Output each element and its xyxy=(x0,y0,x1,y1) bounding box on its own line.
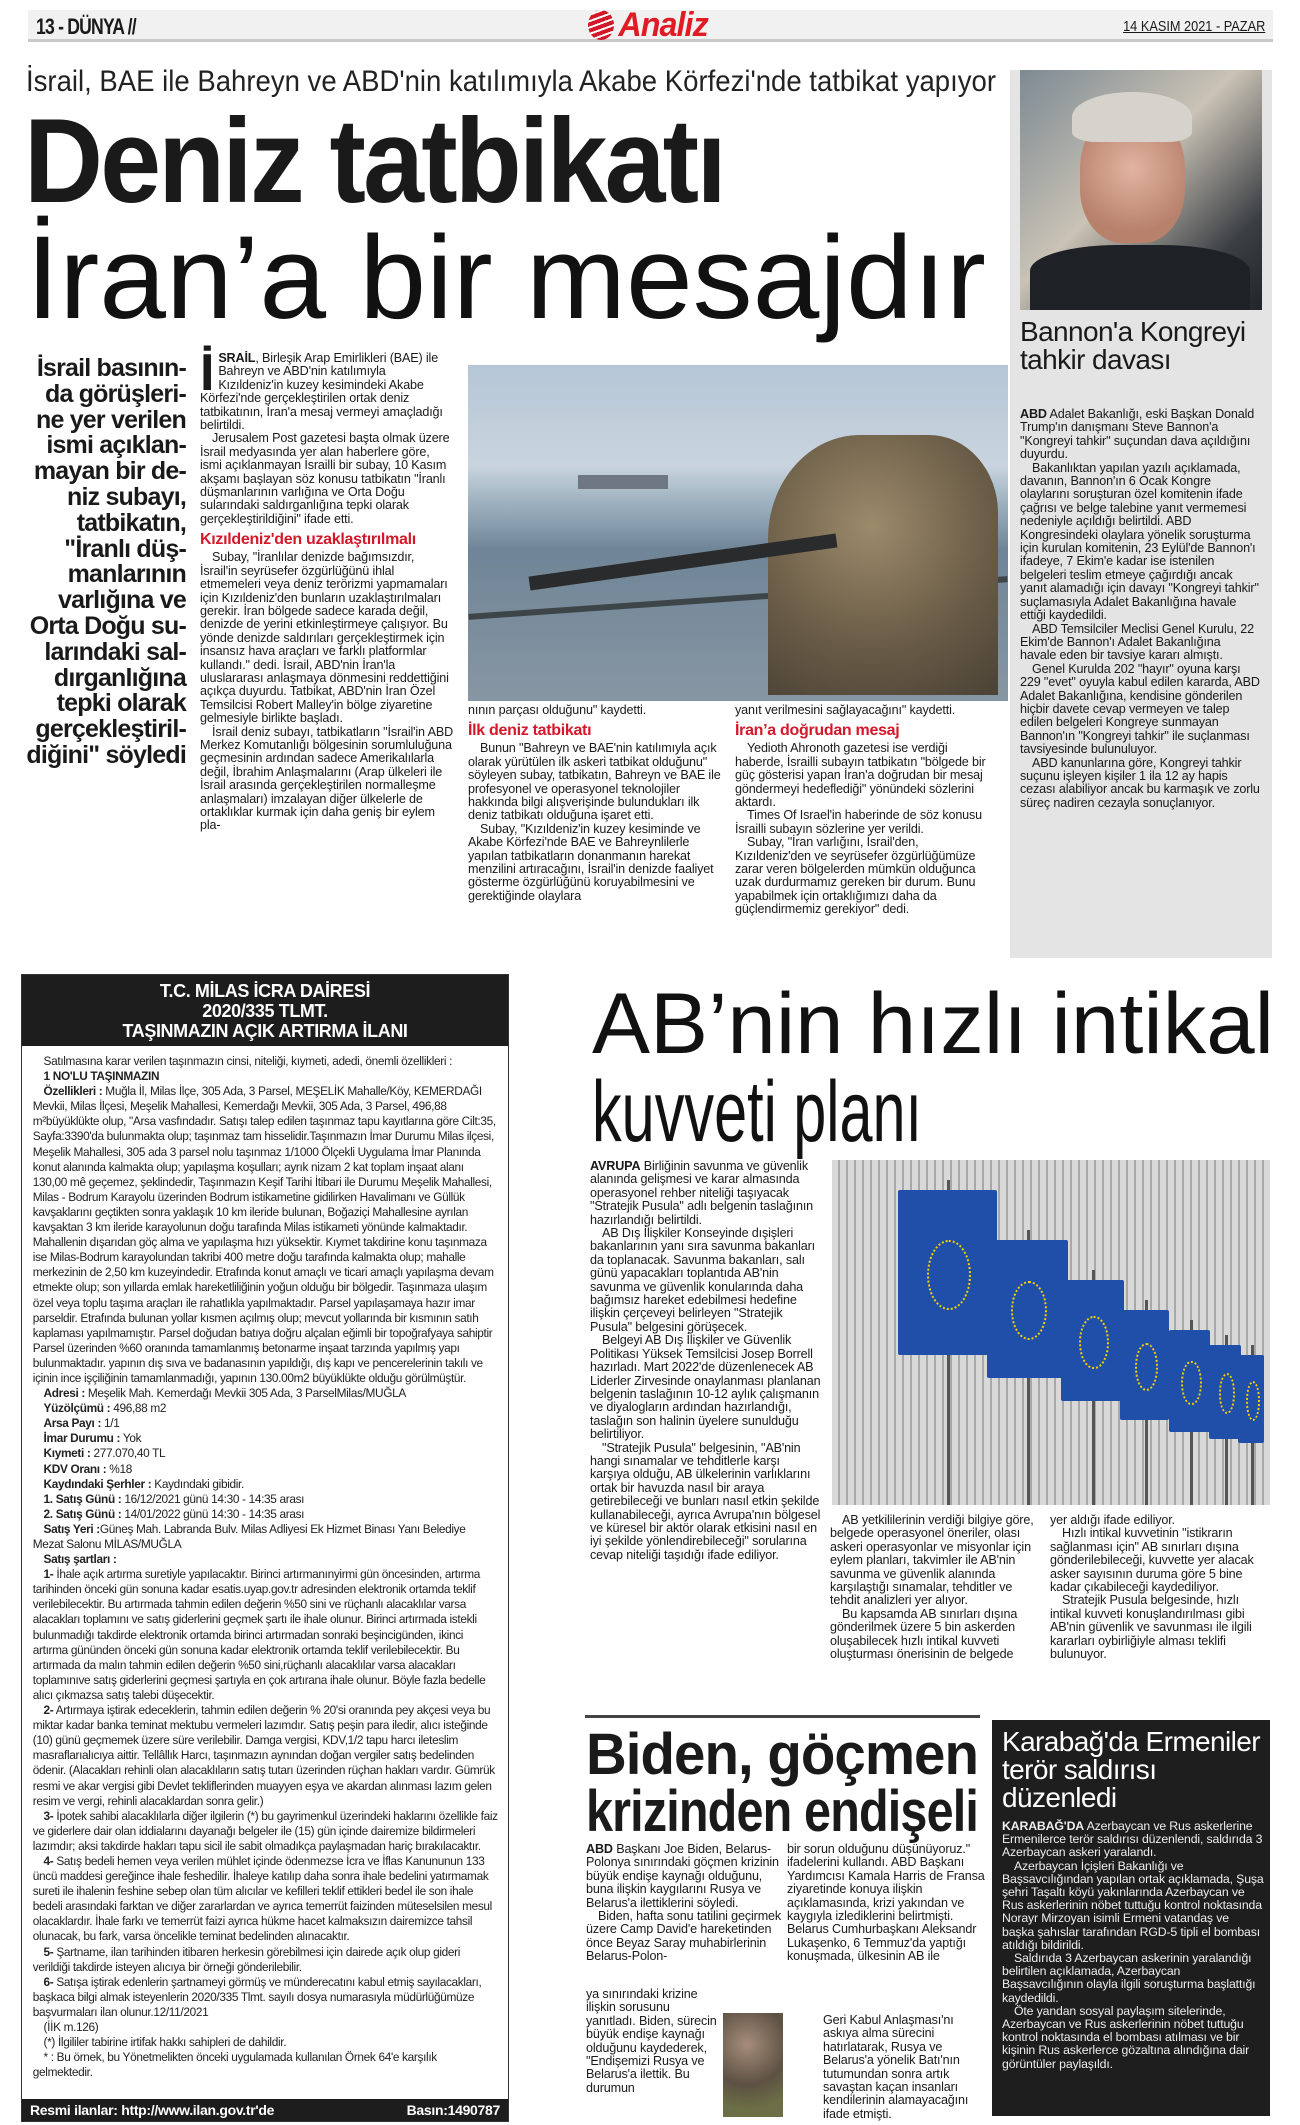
condition-text: Artırmaya iştirak edeceklerin, tahmin edilen değerin % 20'si oranında pey akçesi veya bu miktar kadar banka teminat mektubu vermeleri lazımdır. Satış peşin para iledir, alıcı isteğinde (10) günü geçmemek üzere süre verilebilir. Damga vergisi, KDV,1/2 tapu harcı ileteslim masraflarıalıcıya aittir. Tellâllık Harcı, taşınmazın aynından doğan vergiler satış bedelinden ödenir. (Alacakları rehinli olan alacaklıların satış tutarı üzerinden rüçhan hakları vardır. Gümrük resmi ve akar vergisi gibi Devlet tekliflerinden muayyen eşya ve akardan alınması lazım gelen resim ve vergi, rehinli alacaklardan sonra gelir.) xyxy=(32,1703,495,1808)
subheading: Kızıldeniz'den uzaklaştırılmalı xyxy=(200,531,416,549)
notice-features: Özellikleri : Muğla İl, Milas İlçe, 305 Ada, 3 Parsel, MEŞELİK Mahalle/Köy, KEMERDAĞI Mevkii, Milas İlçesi, Meşelik Mahallesi, Kemerdağı Mevkii, 305 Ada, 3 Parsel, 496,88 m²büyüklükte olup, "Arsa vasfındadır. Satışı talep edilen taşınmaz tapu kayıtlarına göre Cilt:35, Sayfa:3390'da bulunmakta olup; taşınmaz tam hisselidir.Taşınmazın İmar Durumu Milas ilçesi, Meşelik Mahallesi, 305 ada 3 parsel nolu taşınmaz 1/1000 Ölçekli Uygulama İmar Planında konut alanında kalmakta olup; yapılaşma koşulları; ayrık nizam 2 kat toplam inşaat alanı 130,00 mê geçemez, şeklindedir, Taşınmazın Keşif Tarihi İtibari ile Durumu Meşelik Mahallesi, Milas - Bodrum Karayolu üzerinden Bodrum istikametine gidilirken Havalimanı ve Güllük kavşaklarını geçtikten sonra yaklaşık 10 km ileride bulunan, Boğaziçi Mahallesine ayrılan kavşaktan 3 km ileride karayolunun doğu tarafında Milas istikameti yönünde kalmaktadır. Mahallenin dışarıdan göç alma ve yapılaşma hızı yüksektir. Kıymet takdirine konu taşınmaza ise Milas-Bodrum karayolundan takribi 400 metre doğu tarafında kalmakta olup; mahalle merkezinin de 2,50 km kuzeyindedir. Etrafında konut amaçlı ve ticari amaçlı yapılaşma devam etmekte olup; son yıllarda emlak hareketliliğinin yoğun olduğu bir bölgedir. Taşınmaza ulaşım özel veya toplu taşıma araçları ile rahatlıkla yapılmaktadır. Parsel yapılaşamaya hazır imar parseldir. Etrafında bulunan yollar kısmen açılmış olup; mevcut yollarında bir kısmının satıh kaplaması yapılmamıştır. Parsel doğudan batıya doğru alçalan eğimli bir topoğrafyaya sahiptir Parsel üzerinden %60 oranında tamamlanmış betonarme inşaat tarzında yapılmış yapı bulunmaktadır. yapının dış sıva ve badanasının yapıldığı, dış kapı ve pencerelerinin takılı ve içinin ince işçiliğinin tamamlanmadığı, yapının 130.00m2 büyüklükte olduğu görülmüştür. xyxy=(32,1084,496,1385)
ab-headline-line1: AB’nin hızlı intikal xyxy=(592,976,1274,1072)
biden-column-1-lower xyxy=(586,1988,718,2095)
notice-body xyxy=(22,1046,508,2080)
condition-text: Şartname, ilan tarihinden itibaren herkesin görebilmesi için dairede açık olup gideri verildiği takdirde isteyen alıcıya bir örneği gönderilebilir. xyxy=(32,1944,461,1974)
notice-field xyxy=(33,1462,498,1477)
notice-footnotes xyxy=(33,2020,498,2080)
paragraph: Subay, "İranlılar denizde bağımsızdır, İsrail'in seyrüsefer özgürlüğünü ihlal etmemeleri veya deniz terörizmi yapmamaları için Kızıldeniz'den bunların uzaklaştırılmaları gerekir. İran bölgede sadece karada değil, denizde de yerini etkinleştirmeye çalışıyor. Bu yönde denizde saldırıları gerçekleştirmek için insansız hava araçları ve farklı platformlar kullandı." dedi. İsrail, ABD'nin İran'la uluslararası anlaşmaya dönmesini reddettiğini açıkça duyurdu. Tatbikat, ABD'nin İran Özel Temsilcisi Robert Malley'in bölge ziyaretine gelmesiyle birlikte başladı. xyxy=(200,550,449,726)
notice-field xyxy=(33,1522,498,1552)
notice-footnote: (*) İlgililer tabirine irtifak hakkı sahipleri de dahildir. xyxy=(43,2035,287,2050)
paragraph: ABD Başkanı Joe Biden, Belarus-Polonya sınırındaki göçmen krizinin büyük endişe kaynağı olduğunu, buna ilişkin kaygılarını Rusya ve Belarus'a ilettiklerini söyledi. xyxy=(586,1842,779,1910)
condition-text: Satış bedeli hemen veya verilen mühlet içinde ödenmezse İcra ve İflas Kanununun 133 üncü maddesi gereğince ihale feshedilir. İhaleye katılıp daha sonra ihale bedelini yatırmamak sureti ile ihalenin feshine sebep olan tüm alıcılar ve kefilleri teklif ettikleri bedel ile son ihale bedeli arasındaki farktan ve diğer zararlardan ve ayrıca temerrüt faizinden müteselsilen mesul olacaklardır. İhale farkı ve temerrüt faizi ayrıca hükme hacet kalmaksızın dairemizce tahsil olunacak, bu fark, varsa öncelikle teminat bedelinden alınacaktır. xyxy=(32,1853,492,1944)
main-story-column-2 xyxy=(468,704,723,903)
lead-word: ABD xyxy=(586,1842,613,1856)
paragraph: Jerusalem Post gazetesi başta olmak üzere İsrail medyasında yer alan haberlere göre, ismi açıklanmayan İsrailli bir subay, 10 Kasım akşamı başlayan söz konusu tatbikatın "İranlı düşmanlarının varlığına ve Orta Doğu sularındaki saldırganlığına tepki olarak gerçekleştirildiğini" ifade etti. xyxy=(200,431,450,526)
bannon-headline: Bannon'a Kongreyi tahkir davası xyxy=(1020,316,1246,375)
drop-cap: İ xyxy=(200,344,215,402)
paragraph: Öte yandan sosyal paylaşım sitelerinde, Azerbaycan ve Rus askerlerinin nöbet tuttuğu kontrol noktasında el bombası atılması ve bir kişinin Rus askerlerce gözaltına alındığına dair görüntüler paylaşıldı. xyxy=(1002,2003,1250,2071)
pullquote-line: İsrail basının- xyxy=(36,354,186,382)
main-headline-line1: Deniz tatbikatı xyxy=(24,94,724,228)
field-value: %18 xyxy=(106,1461,132,1476)
pullquote-line: Orta Doğu su- xyxy=(29,611,186,640)
notice-condition xyxy=(33,1703,498,1809)
condition-number: 1- xyxy=(43,1567,54,1582)
official-notices-link[interactable]: Resmi ilanlar: http://www.ilan.gov.tr'de xyxy=(30,2102,275,2118)
paragraph: KARABAĞ'DA Azerbaycan ve Rus askerlerine Ermenilerce terör saldırısı düzenlendi, saldırıda 3 Azerbaycan askeri yaralandı. xyxy=(1002,1819,1263,1860)
newspaper-logo xyxy=(588,6,710,44)
bannon-body xyxy=(1020,408,1260,810)
main-story-column-1 xyxy=(200,344,454,833)
notice-field xyxy=(33,1386,498,1401)
notice-footnote: * : Bu örnek, bu Yönetmelikten önceki uygulamada kullanılan Örnek 64'e karşılık gelmektedir. xyxy=(32,2050,437,2080)
issue-date: 14 KASIM 2021 - PAZAR xyxy=(1122,18,1265,35)
notice-condition xyxy=(33,1854,498,1945)
paragraph: nının parçası olduğunu" kaydetti. xyxy=(468,703,647,717)
paragraph: Biden, hafta sonu tatilini geçirmek üzere Camp David'e hareketinden önce Beyaz Saray muhabirlerinin Belarus-Polon- xyxy=(586,1909,782,1964)
field-label: Satış Yeri : xyxy=(43,1521,100,1536)
field-value: 277.070,40 TL xyxy=(90,1446,166,1461)
notice-property-heading: 1 NO'LU TAŞINMAZIN xyxy=(43,1069,160,1084)
biden-column-2-lower xyxy=(823,2014,985,2121)
lead-word: AVRUPA xyxy=(590,1159,641,1173)
eu-flag-icon xyxy=(1209,1345,1241,1439)
paragraph: Subay, "İran varlığını, İsrail'den, Kızıldeniz'den ve seyrüsefer özgürlüğümüze zarar veren bölgelerden mümkün olduğunca uzak durdurmamız gereken bir durum. Bunu yapabilmek için ortaklığımızı daha da güçlendirmemiz gerekiyor" dedi. xyxy=(735,835,976,917)
pullquote-line: tepki olarak xyxy=(56,689,186,718)
pullquote-line: da görüşleri- xyxy=(44,379,186,408)
ab-headline-line2: kuvveti planı xyxy=(592,1064,922,1160)
paragraph: İsrail deniz subayı, tatbikatların "İsrail'in ABD Merkez Komutanlığı bölgesinin sorumluluğuna geçmesinin ardından sadece Amerikalılarla değil, İbrahim Anlaşmalarını (Arap ülkeleri ile İsrail arasında gerçekleştirilen normalleşme anlaşmaları) imzalayan diğer ülkelerle de ortaklıklar kurmak için daha geniş bir eylem pla- xyxy=(200,724,454,833)
notice-title-line: 2020/335 TLMT. xyxy=(202,1001,328,1021)
field-value: Meşelik Mah. Kemerdağı Mevkii 305 Ada, 3 ParselMilas/MUĞLA xyxy=(84,1386,406,1401)
notice-field xyxy=(33,1401,498,1416)
eu-flag-icon xyxy=(1061,1280,1124,1401)
condition-text: Satışa iştirak edenlerin şartnameyi görmüş ve münderecatını kabul etmiş sayılacakları, başkaca bilgi almak isteyenlerin 2020/335 Tlmt. sayılı dosya numarasıyla müdürlüğümüze başvurmaları ilan olunur.12/11/2021 xyxy=(32,1974,482,2019)
paragraph: bir sorun olduğunu düşünüyoruz." ifadelerini kullandı. ABD Başkanı Yardımcısı Kamala Harris de Fransa ziyaretinde konuya ilişkin açıklamasında, krizi yakından ve kaygıyla izlediklerini belirtmişti. Belarus Cumhurbaşkanı Aleksandr Lukaşenko, 6 Temmuz'da yaptığı konuşmada, ülkesinin AB ile xyxy=(787,1842,985,1964)
notice-intro: Satılmasına karar verilen taşınmazın cinsi, niteliği, kıymeti, adedi, önemli özellikleri : xyxy=(43,1054,453,1068)
notice-title-line: T.C. MİLAS İCRA DAİRESİ xyxy=(159,981,371,1001)
paragraph: yanıt verilmesini sağlayacağını" kaydetti. xyxy=(735,703,956,717)
karabag-story-panel xyxy=(992,1720,1270,2116)
paragraph: Bunun "Bahreyn ve BAE'nin katılımıyla açık olarak yürütülen ilk askeri tatbikat olduğunu" söyleyen subay, tatbikatın, Bahreyn ve BAE ile profesyonel ve operasyonel teknolojiler hakkında bilgi alışverişinde bulundukları ilk deniz tatbikatı olduğuna işaret etti. xyxy=(468,741,721,823)
main-story-column-3 xyxy=(735,704,993,917)
paragraph: yer aldığı ifade ediliyor. xyxy=(1050,1513,1175,1527)
pullquote-line: ne yer verilen xyxy=(35,405,186,434)
eu-flag-icon xyxy=(898,1190,997,1355)
pullquote-line: varlığına ve xyxy=(58,586,186,615)
page-header xyxy=(28,5,1273,44)
pullquote-line: mayan bir de- xyxy=(33,457,186,486)
paragraph: ya sınırındaki krizine ilişkin sorusunu yanıtladı. Biden, sürecin büyük endişe kaynağı olduğunu kaydederek, "Endişemizi Rusya ve Belarus'a ilettik. Bu durumun xyxy=(586,1987,717,2095)
biden-column-1 xyxy=(586,1843,784,1964)
pullquote-line: gerçekleştiril- xyxy=(35,715,186,744)
paragraph: Yedioth Ahronoth gazetesi ise verdiği haberde, İsrailli subayın tatbikatın "bölgede bir güç gösterisi yapan İran'a doğrudan bir mesaj göndermeyi hedeflediği" yönündeki sözlerini aktardı. xyxy=(735,741,986,810)
logo-swirl-icon xyxy=(588,10,614,40)
notice-title xyxy=(22,975,508,1046)
eu-flag-icon xyxy=(1120,1310,1170,1420)
paragraph: İSRAİL, Birleşik Arap Emirlikleri (BAE) ile Bahreyn ve ABD'nin katılımıyla Kızıldeniz'in kuzey kesimindeki Akabe Körfezi'nde gerçekleştirilen ortak deniz tatbikatının, İran'a mesaj vermeyi amaçladığı belirtildi. xyxy=(200,344,443,433)
ab-column-3 xyxy=(1050,1514,1272,1661)
paragraph: Bu kapsamda AB sınırları dışına gönderilmek üzere 5 bin askerden oluşabilecek hızlı intikal kuvveti oluşturması önerisinin de belgede xyxy=(830,1606,1018,1662)
condition-number: 5- xyxy=(43,1944,54,1959)
paragraph: AB Dış İlişkiler Konseyinde dışişleri bakanlarının yanı sıra savunma bakanları da toplanacak. Savunma bakanları, salı günü yapacakları toplantıda AB'nin savunma ve güvenlik konularında daha bağımsız hareket edebilmesi hedefine ilişkin çerçeveyi belirleyen "Stratejik Pusula" belgesini görüşecek. xyxy=(590,1226,816,1334)
pullquote-line: diğini" söyledi xyxy=(26,740,186,769)
notice-field xyxy=(33,1431,498,1446)
coat-shape xyxy=(1030,245,1250,310)
eu-flag-icon xyxy=(1169,1330,1210,1432)
pullquote-line: niz subayı, xyxy=(66,482,186,511)
paragraph: AB yetkililerinin verdiği bilgiye göre, belgede operasyonel öneriler, olası askeri operasyonlar ve misyonlar için eylem planları, takvimler ile AB'nin savunma ve güvenlik alanında karşılaştığı sınamalar, tehditler ve tehdit analizleri yer alıyor. xyxy=(830,1513,1034,1608)
condition-number: 2- xyxy=(43,1703,54,1718)
eu-flag-icon xyxy=(1238,1355,1263,1443)
paragraph: ABD kanunlarına göre, Kongreyi tahkir suçunu işleyen kişiler 1 ila 12 ay hapis cezası alabiliyor ancak bu karmaşık ve zorlu süreç nadiren cezayla sonuçlanıyor. xyxy=(1020,755,1260,810)
bannon-story-panel xyxy=(1010,70,1272,958)
biden-headline-line2: krizinden endişeli xyxy=(586,1779,978,1844)
paragraph: Subay, "Kızıldeniz'in kuzey kesiminde ve Akabe Körfezi'nde BAE ve Bahreynlilerle yapılan tatbikatların donanmanın harekat menzilini artıracağını, İsrail'in denizde faaliyet gösterme özgürlüğünü koruyabilmesini ve gerektiğinde olaylara xyxy=(468,821,714,903)
subheading: İran’a doğrudan mesaj xyxy=(735,722,900,740)
soldier-shape xyxy=(768,435,998,695)
section-label: 13 - DÜNYA // xyxy=(36,14,136,39)
notice-field xyxy=(33,1446,498,1461)
field-label: 1. Satış Günü : xyxy=(43,1491,122,1506)
paragraph: "Stratejik Pusula" belgesinin, "AB'nin hangi sınamalar ve tehditlerle karşı karşıya olduğu, AB ülkelerinin varlıklarını ortak bir havuzda nasıl bir araya getirebileceği ve bunları nasıl etkin şekilde kullanabileceği, ayrıca Avrupa'nın bölgesel ve küresel bir aktör olarak etkisini nasıl en iyi şekilde yönlendirebileceği" sorularına cevap niteliği taşıdığı ifade ediliyor. xyxy=(590,1440,821,1562)
pullquote-line: larındaki sal- xyxy=(44,637,186,666)
biden-headline-line1: Biden, göçmen xyxy=(586,1722,978,1787)
notice-condition xyxy=(33,1809,498,1854)
main-headline-line2: İran’a bir mesajdır xyxy=(26,212,986,344)
notice-field xyxy=(33,1416,498,1431)
press-number: Basın:1490787 xyxy=(406,2102,500,2118)
notice-field xyxy=(33,1477,498,1492)
paragraph: AVRUPA Birliğinin savunma ve güvenlik alanında gelişmesi ve karar almasında operasyonel rehber niteliği taşıyacak "Stratejik Pusula" adlı belgenin taslağının hazırlandığı belirtildi. xyxy=(590,1159,814,1227)
lead-word: SRAİL xyxy=(218,351,256,365)
lead-word: ABD xyxy=(1020,407,1047,421)
field-value: Yok xyxy=(120,1431,142,1446)
notice-conditions xyxy=(33,1567,498,2020)
notice-title-line: TAŞINMAZIN AÇIK ARTIRMA İLANI xyxy=(122,1021,408,1041)
eu-flag-icon xyxy=(987,1240,1068,1378)
bannon-portrait-photo xyxy=(1020,70,1262,310)
biden-column-2 xyxy=(787,1843,985,1964)
field-label: 2. Satış Günü : xyxy=(43,1506,122,1521)
notice-fields xyxy=(33,1386,498,1552)
paragraph: Azerbaycan İçişleri Bakanlığı ve Başsavcılığından yapılan ortak açıklamada, Şuşa şehri Taşaltı köyü yakınlarında Azerbaycan ve Rus askerlerinin nöbet tuttuğu kontrol noktasında Norayr Mirzoyan isimli Ermeni vatandaş ve başka şahıslar tarafından RGD-5 tipli el bombası atıldığı bildirildi. xyxy=(1002,1858,1264,1952)
notice-footnote: (İİK m.126) xyxy=(43,2020,99,2034)
paragraph: Stratejik Pusula belgesinde, hızlı intikal kuvveti konuşlandırılması gibi AB'nin güvenlik ve savunması ile ilgili kararları oybirliğiyle alması teklifi bulunuyor. xyxy=(1050,1593,1252,1662)
main-story-kicker: İsrail, BAE ile Bahreyn ve ABD'nin katılımıyla Akabe Körfezi'nde tatbikat yapıyor xyxy=(26,65,996,98)
notice-footer xyxy=(22,2099,508,2121)
field-value: 16/12/2021 günü 14:30 - 14:35 arası xyxy=(121,1491,305,1506)
migrants-crowd-photo xyxy=(723,2013,783,2117)
lead-word: KARABAĞ'DA xyxy=(1002,1819,1085,1833)
field-label: Kaydındaki Şerhler : xyxy=(43,1476,152,1491)
pullquote-line: "İranlı düş- xyxy=(64,534,186,563)
karabag-body xyxy=(1002,1820,1264,2071)
paragraph: Hızlı intikal kuvvetinin "istikrarın sağlanması için" AB sınırları dışına gönderilebileceği, kuvvette yer alacak asker sayısının duruma göre 5 bine kadar çıkabileceği kaydediliyor. xyxy=(1050,1526,1254,1595)
field-value: 14/01/2022 günü 14:30 - 14:35 arası xyxy=(121,1506,305,1521)
naval-exercise-photo xyxy=(468,365,1008,701)
paragraph: Times Of Israel'in haberinde de söz konusu İsrailli subayın sözlerine yer verildi. xyxy=(735,808,983,836)
paragraph: Geri Kabul Anlaşması'nı askıya alma sürecini hatırlatarak, Rusya ve Belarus'a yönelik Batı'nın tutumundan sonra artık savaştan kaçan insanları kendilerinin alamayacağını ifade etmişti. xyxy=(823,2013,969,2121)
notice-condition xyxy=(33,1945,498,1975)
condition-number: 6- xyxy=(43,1974,54,1989)
ab-column-1 xyxy=(590,1160,822,1562)
notice-conditions-label: Satış şartları : xyxy=(43,1552,117,1567)
subheading: İlk deniz tatbikatı xyxy=(468,722,592,740)
field-label: İmar Durumu : xyxy=(43,1431,121,1446)
paragraph: Saldırıda 3 Azerbaycan askerinin yaralandığı belirtilen açıklamada, Azerbaycan Başsavcılığının olayla ilgili soruşturma başlattığı kaydedildi. xyxy=(1002,1951,1256,2005)
field-value: 496,88 m2 xyxy=(110,1401,167,1416)
warship-shape xyxy=(578,475,668,489)
field-label: Kıymeti : xyxy=(43,1446,91,1461)
pullquote-line: ismi açıklan- xyxy=(46,431,186,460)
field-value: 1/1 xyxy=(101,1416,120,1431)
pullquote-line: dırganlığına xyxy=(53,663,186,692)
field-label: Yüzölçümü : xyxy=(43,1401,111,1416)
paragraph: ABD Adalet Bakanlığı, eski Başkan Donald Trump'ın danışmanı Steve Bannon'a "Kongreyi tahkir" suçundan dava açıldığını duyurdu. xyxy=(1020,407,1255,462)
main-story-pullquote xyxy=(14,356,186,769)
karabag-headline: Karabağ'da Ermeniler terör saldırısı düzenledi xyxy=(1002,1726,1260,1813)
field-label: KDV Oranı : xyxy=(43,1461,107,1476)
condition-text: İhale açık artırma suretiyle yapılacaktır. Birinci artırmanınyirmi gün öncesinden, artırma tarihinden önceki gün sonuna kadar esatis.uyap.gov.tr adresinden elektronik ortamda teklif verilebilecektir. Bu artırmada tahmin edilen değerin %50 sini ve rüçhanlı alacaklılar varsa alacakları toplamını ve satış giderlerini geçmek şartı ile ihale olunur. Birinci artırmada istekli bulunmadığı takdirde elektronik ortamda birinci artırmadan sonraki beşincigünden, ikinci artırma gününden önceki gün sonuna kadar elektronik ortamda teklif verilebilecektir. Bu artırmada da malın tahmin edilen değerin %50 sini,rüçhanlı alacaklılar varsa alacakları toplamınıve satış giderlerini geçmesi şartıyla en çok artırana ihale olunur. Böyle fazla bedelle alıcı çıkmazsa satış talebi düşecektir. xyxy=(32,1567,486,1702)
ab-column-2 xyxy=(830,1514,1042,1661)
logo-wordmark: Analiz xyxy=(618,5,708,44)
eu-flags-photo xyxy=(832,1160,1270,1505)
hair-shape xyxy=(1072,92,1192,142)
notice-condition xyxy=(33,1975,498,2020)
condition-number: 3- xyxy=(43,1808,54,1823)
paragraph: Belgeyi AB Dış İlişkiler ve Güvenlik Politikası Yüksek Temsilcisi Josep Borrell hazırladı. Mart 2022'de düzenlenecek AB Liderler Zirvesinde onaylanması planlanan belgenin taslağının 10-12 aylık çalışmanın ve diyalogların ardından hazırlandığı, taslağın son halinin üyelere sunulduğu belirtiliyor. xyxy=(590,1333,821,1442)
pullquote-line: tatbikatın, xyxy=(76,508,186,537)
pullquote-line: manlarının xyxy=(67,560,186,589)
field-value: Güneş Mah. Labranda Bulv. Milas Adliyesi Ek Hizmet Binası Yanı Belediye Mezat Salonu MİLAS/MUĞLA xyxy=(32,1521,466,1551)
divider xyxy=(585,1715,980,1718)
condition-number: 4- xyxy=(43,1853,54,1868)
paragraph: ABD Temsilciler Meclisi Genel Kurulu, 22 Ekim'de Bannon'ı Adalet Bakanlığına havale eden bir tavsiye kararı almıştı. xyxy=(1020,621,1254,663)
notice-field xyxy=(33,1492,498,1507)
field-label: Adresi : xyxy=(43,1386,85,1401)
notice-field xyxy=(33,1507,498,1522)
notice-condition xyxy=(33,1567,498,1703)
legal-auction-notice xyxy=(21,974,509,2122)
field-value: Kaydındaki gibidir. xyxy=(151,1476,244,1491)
field-label: Arsa Payı : xyxy=(43,1416,102,1431)
condition-text: İpotek sahibi alacaklılarla diğer ilgilerin (*) bu gayrimenkul üzerindeki haklarını özellikle faiz ve giderlere dair olan iddialarını dayanağı belgeler ile (15) gün içinde dairemize bildirmeleri lazımdır; aksi takdirde hakları tapu sicil ile sabit olmadıkça paylaşmadan hariç bırakılacaktır. xyxy=(32,1808,498,1853)
paragraph: Genel Kurulda 202 "hayır" oyuna karşı 229 "evet" oyuyla kabul edilen kararda, ABD Adalet Bakanlığına, kendisine gönderilen hiçbir davete cevap vermeyen ve talep edilen belgeleri Kongreye sunmayan Bannon'ın "Kongreyi tahkir" ile suçlanması tavsiyesinde bulunuluyor. xyxy=(1020,661,1260,757)
paragraph: Bakanlıktan yapılan yazılı açıklamada, davanın, Bannon'ın 6 Ocak Kongre olaylarını soruşturan özel komitenin ifade çağrısı ve belge talebine yanıt vermemesi nedeniyle açıldığı belirtildi. ABD Kongresindeki olaylara yönelik soruşturma için kurulan komitenin, 23 Eylül'de Bannon'ı ifadeye, 7 Ekim'e kadar ise istenilen belgeleri teslim etmeye çağırdığı ancak yanıt alamadığı için davayı "Kongreyi tahkir" suçlamasıyla Adalet Bakanlığına havale ettiği kaydedildi. xyxy=(1020,460,1259,623)
